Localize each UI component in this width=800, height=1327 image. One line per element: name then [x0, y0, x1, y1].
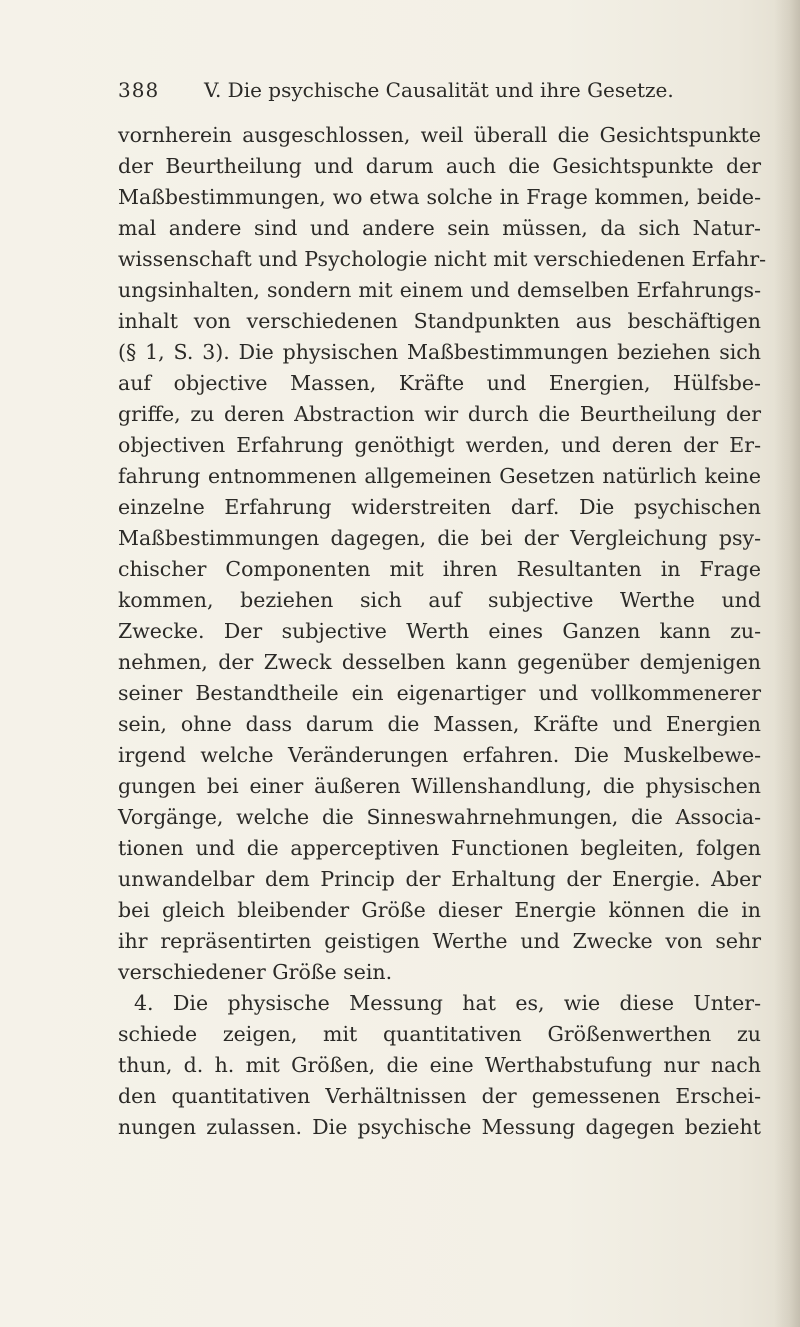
text-line: bei gleich bleibender Größe dieser Energie können die in	[118, 898, 761, 922]
text-line: nungen zulassen. Die psychische Messung dagegen bezieht	[118, 1115, 761, 1139]
text-line: der Beurtheilung und darum auch die Gesichtspunkte der	[118, 154, 761, 178]
text-line: seiner Bestandtheile ein eigenartiger und vollkommenerer	[118, 681, 761, 705]
text-line: Maßbestimmungen dagegen, die bei der Vergleichung psy-	[118, 526, 761, 550]
text-line: thun, d. h. mit Größen, die eine Werthabstufung nur nach	[118, 1053, 761, 1077]
text-line: einzelne Erfahrung widerstreiten darf. Die psychischen	[118, 495, 761, 519]
text-line: Vorgänge, welche die Sinneswahrnehmungen, die Associa-	[118, 805, 761, 829]
page-number: 388	[118, 78, 160, 102]
text-line: ungsinhalten, sondern mit einem und demselben Erfahrungs-	[118, 278, 761, 302]
text-line: schiede zeigen, mit quantitativen Größenwerthen zu	[118, 1022, 761, 1046]
text-line: tionen und die apperceptiven Functionen begleiten, folgen	[118, 836, 761, 860]
text-line: vornherein ausgeschlossen, weil überall die Gesichtspunkte	[118, 123, 761, 147]
text-line: wissenschaft und Psychologie nicht mit verschiedenen Erfahr-	[118, 247, 767, 271]
text-line: unwandelbar dem Princip der Erhaltung der Energie. Aber	[118, 867, 761, 891]
text-line: Zwecke. Der subjective Werth eines Ganzen kann zu-	[118, 619, 761, 643]
text-line: verschiedener Größe sein.	[118, 960, 393, 984]
text-line: (§ 1, S. 3). Die physischen Maßbestimmungen beziehen sich	[118, 340, 761, 364]
text-line: fahrung entnommenen allgemeinen Gesetzen natürlich keine	[118, 464, 761, 488]
text-line: objectiven Erfahrung genöthigt werden, und deren der Er-	[118, 433, 761, 457]
text-line: griffe, zu deren Abstraction wir durch die Beurtheilung der	[118, 402, 761, 426]
text-line: 4. Die physische Messung hat es, wie diese Unter-	[134, 991, 761, 1015]
text-line: chischer Componenten mit ihren Resultanten in Frage	[118, 557, 761, 581]
body-text	[118, 120, 767, 1143]
text-line: den quantitativen Verhältnissen der gemessenen Erschei-	[118, 1084, 761, 1108]
text-line: gungen bei einer äußeren Willenshandlung, die physischen	[118, 774, 761, 798]
text-line: Maßbestimmungen, wo etwa solche in Frage kommen, beide-	[118, 185, 761, 209]
running-head: V. Die psychische Causalität und ihre Gesetze.	[204, 78, 674, 102]
text-line: ihr repräsentirten geistigen Werthe und Zwecke von sehr	[118, 929, 761, 953]
text-line: kommen, beziehen sich auf subjective Werthe und	[118, 588, 761, 612]
text-line: nehmen, der Zweck desselben kann gegenüber demjenigen	[118, 650, 761, 674]
page-header	[118, 75, 718, 105]
text-line: irgend welche Veränderungen erfahren. Die Muskelbewe-	[118, 743, 761, 767]
text-line: inhalt von verschiedenen Standpunkten aus beschäftigen	[118, 309, 761, 333]
page-edge-shadow	[774, 0, 800, 1327]
text-line: sein, ohne dass darum die Massen, Kräfte und Energien	[118, 712, 761, 736]
text-line: mal andere sind und andere sein müssen, da sich Natur-	[118, 216, 761, 240]
text-line: auf objective Massen, Kräfte und Energien, Hülfsbe-	[118, 371, 761, 395]
